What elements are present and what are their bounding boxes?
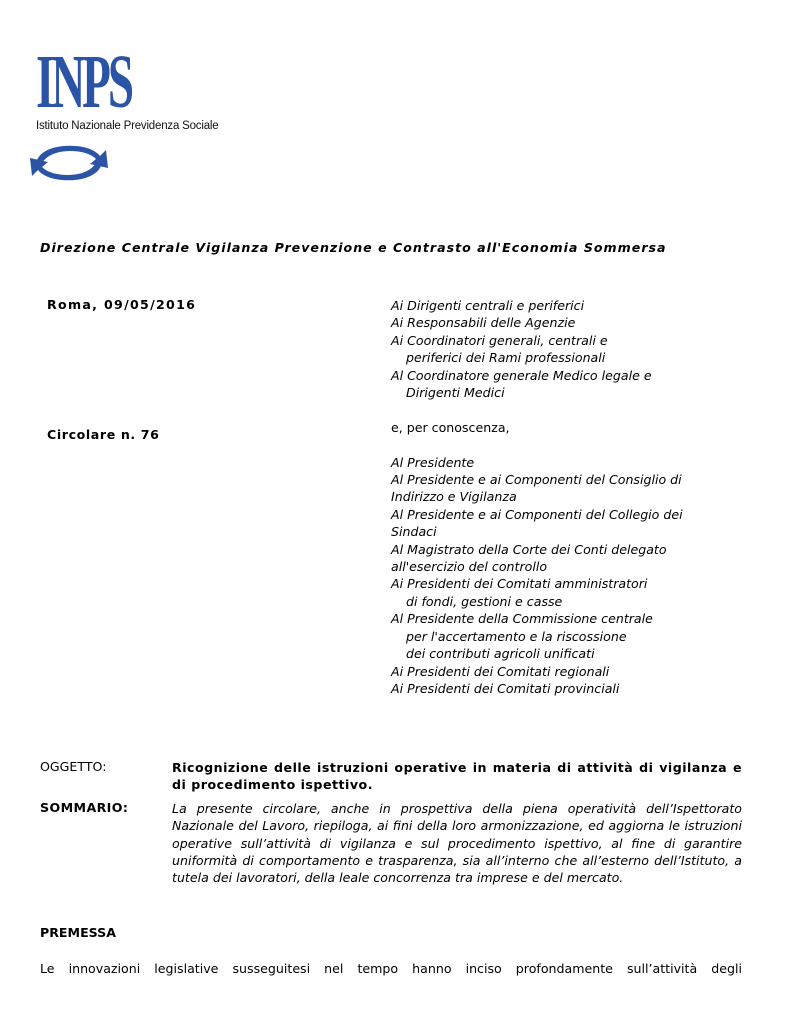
cc-recipient-line: Ai Presidenti dei Comitati provinciali — [391, 680, 620, 696]
cc-recipient-line: Al Magistrato della Corte dei Conti delegato — [391, 541, 667, 557]
cc-recipient-line: Indirizzo e Vigilanza — [391, 489, 517, 505]
cc-recipient-line: Sindaci — [391, 524, 437, 540]
oggetto-label: OGGETTO: — [40, 759, 107, 774]
recipient-line: Ai Coordinatori generali, centrali e — [391, 332, 608, 348]
recipient-line: Ai Dirigenti centrali e periferici — [391, 298, 585, 313]
inps-logo — [36, 40, 256, 196]
cc-recipient-line: Al Presidente e ai Componenti del Consiglio di — [391, 472, 682, 488]
department-heading: Direzione Centrale Vigilanza Prevenzione e Contrasto all'Economia Sommersa — [40, 240, 667, 255]
sommario-text: La presente circolare, anche in prospettiva della piena operatività dell’Ispettorato Nazionale del Lavoro, riepiloga, ai fini della loro armonizzazione, ed aggiorna le istruzioni operative sull’attività di vigilanza e sul procedimento ispettivo, al fine di garantire uniformità di comportamento e trasparenza, sia all’interno che all’esterno dell’Istituto, a tutela dei lavoratori, della leale concorrenza tra imprese e del mercato. — [172, 801, 742, 886]
cc-recipient-line: Al Presidente e ai Componenti del Collegio dei — [391, 506, 683, 522]
premessa-paragraph: Le innovazioni legislative susseguitesi nel tempo hanno inciso profondamente sull’attività degli — [40, 961, 742, 976]
recipients-block — [391, 297, 683, 697]
recipient-line: Ai Responsabili delle Agenzie — [391, 315, 576, 331]
sommario-label: SOMMARIO: — [40, 800, 129, 815]
recipient-line: Al Coordinatore generale Medico legale e — [391, 367, 652, 383]
recipient-line: Dirigenti Medici — [406, 385, 505, 401]
premessa-heading: PREMESSA — [40, 925, 116, 940]
cc-recipient-line: all'esercizio del controllo — [391, 559, 548, 575]
cc-recipient-line: Ai Presidenti dei Comitati regionali — [391, 663, 610, 679]
oggetto-text: Ricognizione delle istruzioni operative in materia di attività di vigilanza e di procedimento ispettivo. — [172, 760, 742, 792]
cc-recipient-line: per l'accertamento e la riscossione — [406, 628, 627, 644]
cc-recipient-line: Al Presidente — [391, 454, 475, 470]
cc-recipient-line: di fondi, gestioni e casse — [406, 593, 563, 609]
circular-number: Circolare n. 76 — [47, 427, 160, 442]
logo-subtitle: Istituto Nazionale Previdenza Sociale — [36, 120, 219, 132]
cc-recipient-line: dei contributi agricoli unificati — [406, 646, 595, 662]
logo-wordmark: INPS — [36, 40, 131, 124]
cc-recipient-line: Al Presidente della Commissione centrale — [391, 611, 653, 627]
per-conoscenza-label: e, per conoscenza, — [391, 419, 510, 435]
date-line: Roma, 09/05/2016 — [47, 297, 197, 312]
cc-recipient-line: Ai Presidenti dei Comitati amministratori — [391, 576, 648, 592]
circular-arrows-icon — [24, 138, 114, 188]
recipient-line: periferici dei Rami professionali — [406, 350, 606, 366]
